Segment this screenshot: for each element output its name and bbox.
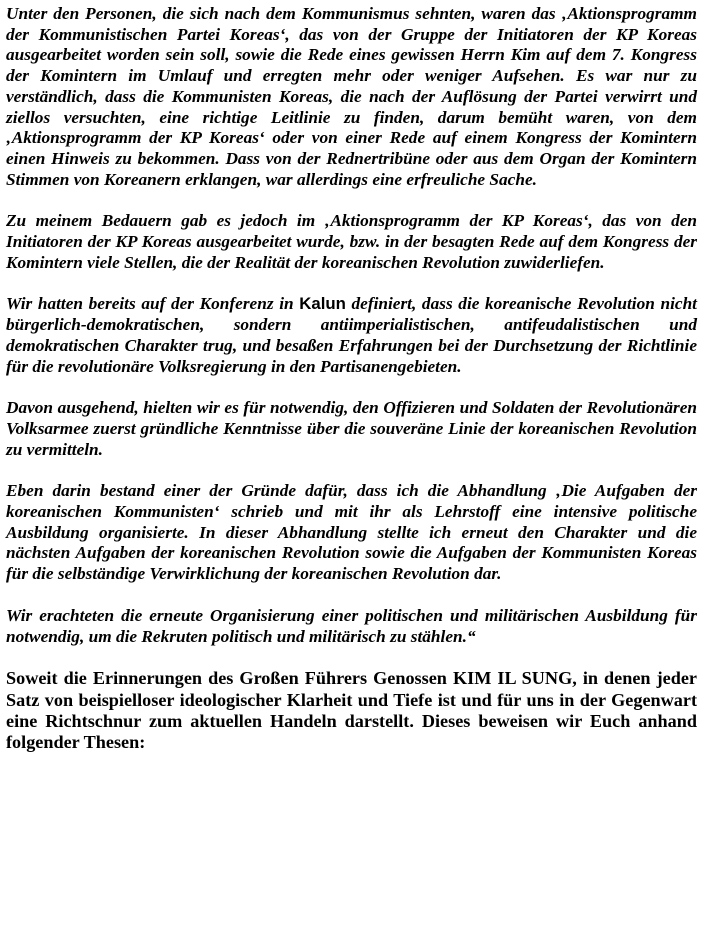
paragraph-4: Davon ausgehend, hielten wir es für notwendig, den Offizieren und Soldaten der Revolutionären Volksarmee zuerst gründliche Kenntnisse über die souveräne Linie der koreanischen Revolution zu vermitteln. xyxy=(6,398,697,459)
paragraph-3 xyxy=(6,294,697,377)
paragraph-5: Eben darin bestand einer der Gründe dafür, dass ich die Abhandlung ‚Die Aufgaben der koreanischen Kommunisten‘ schrieb und mit ihr als Lehrstoff eine intensive politische Ausbildung organisierte. In dieser Abhandlung stellte ich erneut den Charakter und die nächsten Aufgaben der koreanischen Revolution sowie die Aufgaben der Kommunisten Koreas für die selbständige Verwirklichung der koreanischen Revolution dar. xyxy=(6,481,697,584)
paragraph-6: Wir erachteten die erneute Organisierung einer politischen und militärischen Ausbildung für notwendig, um die Rekruten politisch und militärisch zu stählen.“ xyxy=(6,605,697,646)
place-name-kalun: Kalun xyxy=(299,294,346,314)
paragraph-1: Unter den Personen, die sich nach dem Kommunismus sehnten, waren das ‚Aktionsprogramm der Kommunistischen Partei Koreas‘, das von der Gruppe der Initiatoren der KP Koreas ausgearbeitet worden sein soll, sowie die Rede eines gewissen Herrn Kim auf dem 7. Kongress der Komintern im Umlauf und erregten mehr oder weniger Aufsehen. Es war nur zu verständlich, dass die Kommunisten Koreas, die nach der Auflösung der Partei verwirrt und ziellos versuchten, eine richtige Leitlinie zu finden, darum bemüht waren, von dem ‚Aktionsprogramm der KP Koreas‘ oder von einer Rede auf einem Kongress der Komintern einen Hinweis zu bekommen. Dass von der Rednertribüne oder aus dem Organ der Komintern Stimmen von Koreanern erklangen, war allerdings eine erfreuliche Sache. xyxy=(6,4,697,189)
paragraph-3-text-before: Wir hatten bereits auf der Konferenz in xyxy=(6,294,300,314)
document-page xyxy=(6,4,697,753)
paragraph-3-text-after: definiert, dass die koreanische Revolution nicht bürgerlich-demokratischen, sondern antiimperialistischen, antifeudalistischen und demokratischen Charakter trug, und besaßen Erfahrungen bei der Durchsetzung der Richtlinie für die revolutionäre Volksregierung in den Partisanengebieten. xyxy=(6,294,697,376)
paragraph-7-commentary: Soweit die Erinnerungen des Großen Führers Genossen KIM IL SUNG, in denen jeder Satz von beispielloser ideologischer Klarheit und Tiefe ist und für uns in der Gegenwart eine Richtschnur zum aktuellen Handeln darstellt. Dieses beweisen wir Euch anhand folgender Thesen: xyxy=(6,668,697,753)
paragraph-2: Zu meinem Bedauern gab es jedoch im ‚Aktionsprogramm der KP Koreas‘, das von den Initiatoren der KP Koreas ausgearbeitet wurde, bzw. in der besagten Rede auf dem Kongress der Komintern viele Stellen, die der Realität der koreanischen Revolution zuwiderliefen. xyxy=(6,211,697,272)
